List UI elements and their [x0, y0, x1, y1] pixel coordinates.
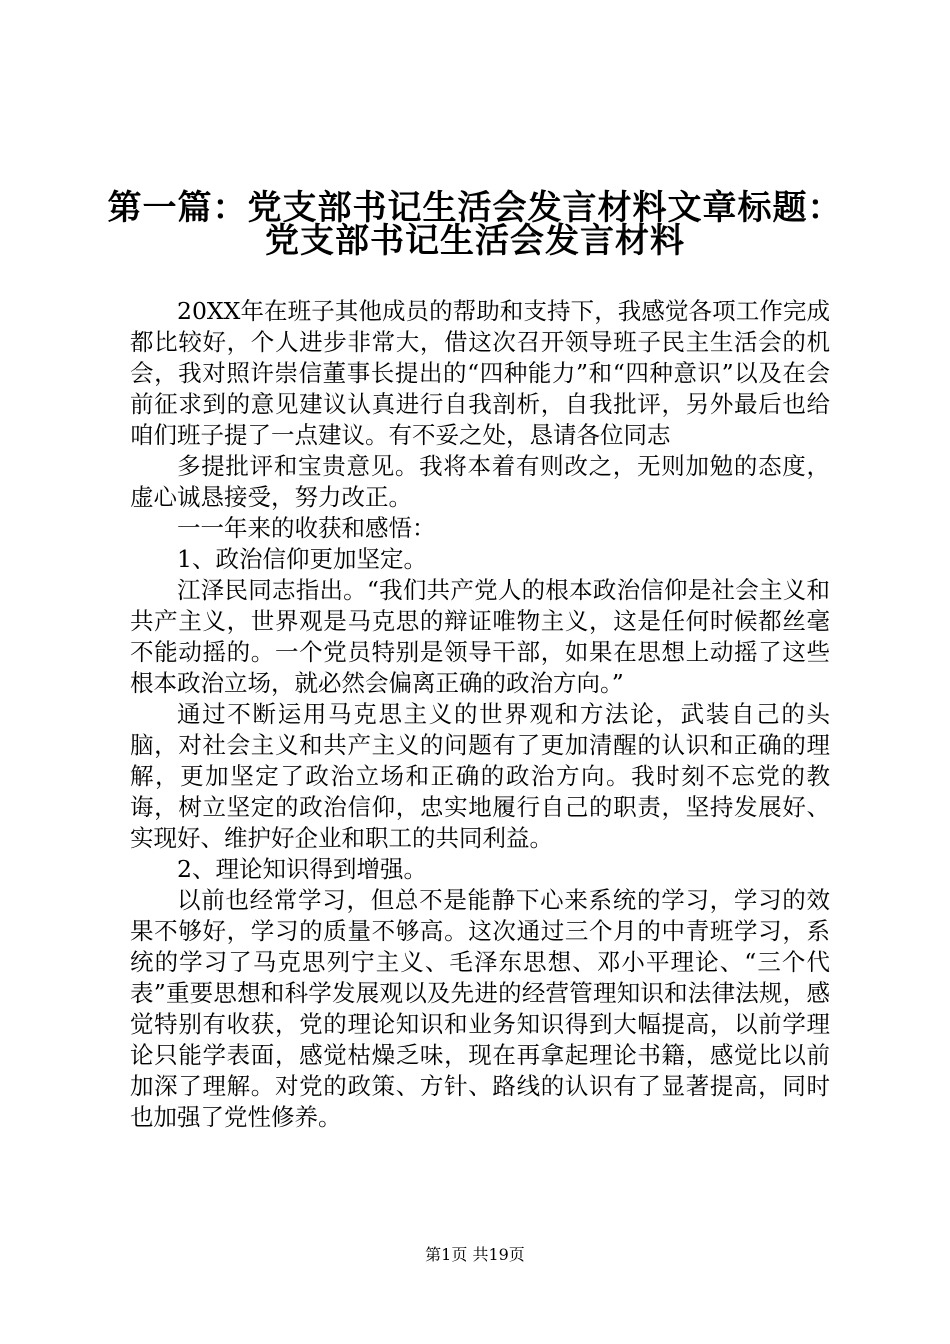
paragraph: 1、政治信仰更加坚定。	[177, 545, 427, 573]
document-title-line-1: 第一篇：党支部书记生活会发言材料文章标题：	[107, 188, 843, 228]
document-body	[130, 296, 830, 1133]
paragraph: 20XX年在班子其他成员的帮助和支持下，我感觉各项工作完成都比较好，个人进步非常大，借这次召开领导班子民主生活会的机会，我对照许崇信董事长提出的“四种能力”和“四种意识”以及在会前征求到的意见建议认真进行自我剖析，自我批评，另外最后也给咱们班子提了一点建议。有不妥之处，恳请各位同志	[130, 297, 830, 449]
paragraph: 一一年来的收获和感悟：	[177, 514, 436, 542]
paragraph: 以前也经常学习，但总不是能静下心来系统的学习，学习的效果不够好，学习的质量不够高。这次通过三个月的中青班学习，系统的学习了马克思列宁主义、毛泽东思想、邓小平理论、“三个代表”重要思想和科学发展观以及先进的经营管理知识和法律法规，感觉特别有收获，党的理论知识和业务知识得到大幅提高，以前学理论只能学表面，感觉枯燥乏味，现在再拿起理论书籍，感觉比以前加深了理解。对党的政策、方针、路线的认识有了显著提高，同时也加强了党性修养。	[130, 886, 830, 1131]
page-number-footer: 第1页 共19页	[425, 1245, 525, 1264]
paragraph: 通过不断运用马克思主义的世界观和方法论，武装自己的头脑，对社会主义和共产主义的问题有了更加清醒的认识和正确的理解，更加坚定了政治立场和正确的政治方向。我时刻不忘党的教诲，树立坚定的政治信仰，忠实地履行自己的职责，坚持发展好、实现好、维护好企业和职工的共同利益。	[130, 700, 830, 852]
paragraph: 2、理论知识得到增强。	[177, 855, 427, 883]
paragraph: 多提批评和宝贵意见。我将本着有则改之，无则加勉的态度，虚心诚恳接受，努力改正。	[130, 452, 830, 511]
paragraph: 江泽民同志指出。“我们共产党人的根本政治信仰是社会主义和共产主义，世界观是马克思的辩证唯物主义，这是任何时候都丝毫不能动摇的。一个党员特别是领导干部，如果在思想上动摇了这些根本政治立场，就必然会偏离正确的政治方向。”	[130, 576, 830, 697]
document-title-line-2: 党支部书记生活会发言材料	[265, 221, 685, 261]
